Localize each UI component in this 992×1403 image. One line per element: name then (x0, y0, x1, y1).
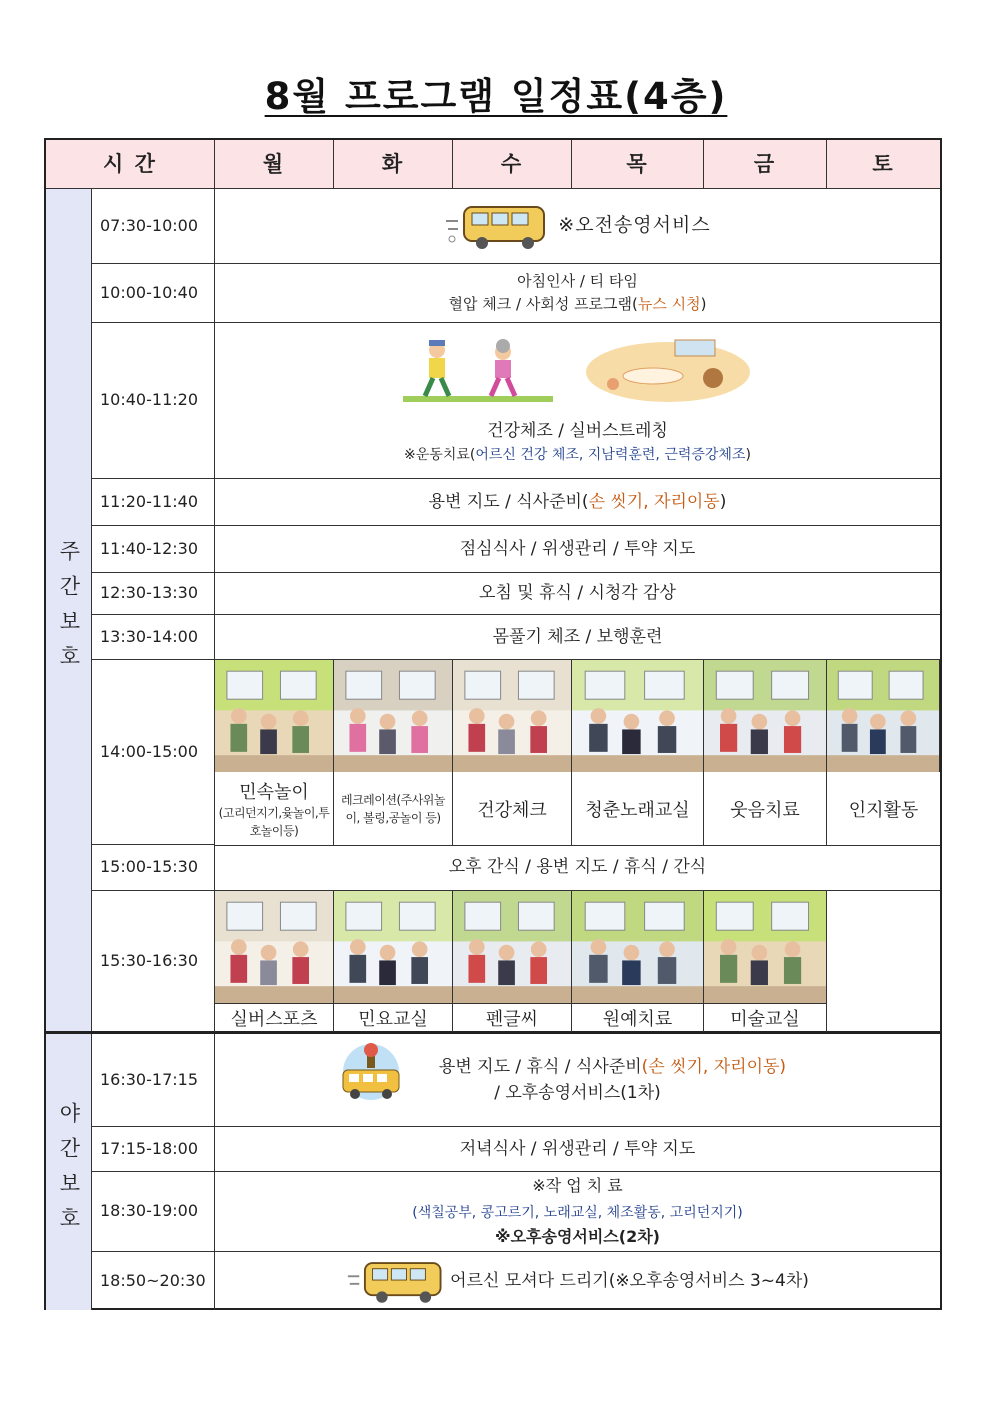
section-night-care (46, 1034, 92, 1310)
activity-subtitle: 레크레이션(주사위놀이, 볼링,공놀이 등) (340, 792, 445, 825)
time-r11: 16:30-17:15 (92, 1034, 215, 1127)
activity-r4: 용변 지도 / 식사준비( 손 씻기, 자리이동 ) (215, 479, 940, 526)
time-r1: 07:30-10:00 (92, 189, 215, 264)
header-tue: 화 (334, 140, 453, 189)
time-r4: 11:20-11:40 (92, 479, 215, 526)
activity-r13 (215, 1172, 940, 1252)
activity-photo (215, 891, 334, 1003)
r3-highlight: 어르신 건강 체조, 지남력훈련, 근력증강체조 (475, 446, 746, 463)
activity-r2 (215, 264, 940, 323)
time-r12: 17:15-18:00 (92, 1127, 215, 1172)
activity-title: 인지활동 (848, 799, 919, 821)
time-r14: 18:50~20:30 (92, 1252, 215, 1310)
header-time: 시 간 (46, 140, 215, 189)
r2-line1: 아침인사 / 티 타임 (517, 271, 638, 290)
r14-text: 어르신 모셔다 드리기(※오후송영서비스 3~4차) (450, 1270, 809, 1291)
activity-title: 민속놀이 (239, 781, 309, 803)
activity-caption (334, 772, 453, 845)
r4-highlight: 손 씻기, 자리이동 (588, 491, 720, 512)
activity-photo (215, 660, 334, 772)
time-r3: 10:40-11:20 (92, 323, 215, 479)
r13-line2: (색칠공부, 콩고르기, 노래교실, 체조활동, 고리던지기) (412, 1204, 743, 1221)
activity-subtitle: (고리던지기,윷놀이,투호놀이등) (218, 805, 330, 838)
activity-r3 (215, 323, 940, 479)
bus-icon (346, 1257, 450, 1305)
activity-r11 (215, 1034, 940, 1127)
r13-highlight: 색칠공부, 콩고르기, 노래교실, 체조활동, 고리던지기 (417, 1204, 738, 1221)
activity-caption (215, 772, 334, 845)
time-r8: 14:00-15:00 (92, 660, 215, 845)
activity-r5: 점심식사 / 위생관리 / 투약 지도 (215, 526, 940, 573)
morning-shuttle-text: ※오전송영서비스 (558, 214, 711, 237)
header-mon: 월 (215, 140, 334, 189)
r11-line2: / 오후송영서비스(1차) (494, 1083, 661, 1103)
activity-r1 (215, 189, 940, 264)
r3-line2: ※운동치료(어르신 건강 체조, 지남력훈련, 근력증강체조) (404, 446, 751, 463)
time-r7: 13:30-14:00 (92, 615, 215, 660)
header-wed: 수 (453, 140, 572, 189)
activity-title: 웃음치료 (730, 799, 800, 821)
time-r5: 11:40-12:30 (92, 526, 215, 573)
time-r10: 15:30-16:30 (92, 891, 215, 1032)
header-fri: 금 (704, 140, 827, 189)
r2-line2: 혈압 체크 / 사회성 프로그램(뉴스 시청) (448, 295, 707, 313)
activity-caption (453, 772, 572, 845)
activity-caption: 실버스포츠 (215, 1003, 334, 1032)
time-r9: 15:00-15:30 (92, 845, 215, 891)
bus-icon (444, 201, 554, 251)
activity-caption (572, 772, 704, 845)
activity-photo (453, 660, 572, 772)
section-night-label: 야간보호 (56, 1102, 81, 1242)
stretching-illustration-icon (583, 334, 753, 404)
activity-r9: 오후 간식 / 용변 지도 / 휴식 / 간식 (215, 845, 940, 891)
section-day-label: 주간보호 (56, 540, 81, 680)
activity-caption (827, 772, 940, 845)
r11-highlight: (손 씻기, 자리이동) (641, 1056, 787, 1077)
activity-r12: 저녁식사 / 위생관리 / 투약 지도 (215, 1127, 940, 1172)
activity-caption: 민요교실 (334, 1003, 453, 1032)
activity-caption: 원예치료 (572, 1003, 704, 1032)
r2-highlight: 뉴스 시청 (637, 295, 701, 313)
activity-caption: 미술교실 (704, 1003, 827, 1032)
header-thu: 목 (572, 140, 704, 189)
activity-title: 건강체크 (477, 799, 547, 821)
section-day-care (46, 189, 92, 1032)
activity-caption (704, 772, 827, 845)
activity-photo (572, 891, 704, 1003)
r13-line1: ※작 업 치 료 (532, 1176, 623, 1196)
time-r6: 12:30-13:30 (92, 573, 215, 615)
activity-photo (334, 891, 453, 1003)
activity-r7: 몸풀기 체조 / 보행훈련 (215, 615, 940, 660)
walking-seniors-icon (403, 338, 553, 404)
activity-title: 청춘노래교실 (585, 799, 690, 821)
time-r2: 10:00-10:40 (92, 264, 215, 323)
header-sat: 토 (827, 140, 940, 189)
activity-photo (334, 660, 453, 772)
shuttle-bus-sign-icon (333, 1042, 407, 1104)
schedule-table (44, 138, 942, 1310)
activity-photo (453, 891, 572, 1003)
activity-photo (704, 660, 827, 772)
empty-cell (827, 891, 940, 1032)
r13-line3: ※오후송영서비스(2차) (495, 1227, 660, 1247)
r3-line1: 건강체조 / 실버스트레칭 (487, 421, 668, 442)
activity-photo (572, 660, 704, 772)
r11-line1: 용변 지도 / 휴식 / 식사준비(손 씻기, 자리이동) (438, 1056, 787, 1077)
time-r13: 18:30-19:00 (92, 1172, 215, 1252)
activity-r14 (215, 1252, 940, 1310)
exercise-illustrations (403, 334, 753, 404)
activity-r6: 오침 및 휴식 / 시청각 감상 (215, 573, 940, 615)
page-title: 8월 프로그램 일정표(4층) (264, 75, 728, 118)
activity-photo (827, 660, 940, 772)
activity-photo (704, 891, 827, 1003)
activity-caption: 펜글씨 (453, 1003, 572, 1032)
